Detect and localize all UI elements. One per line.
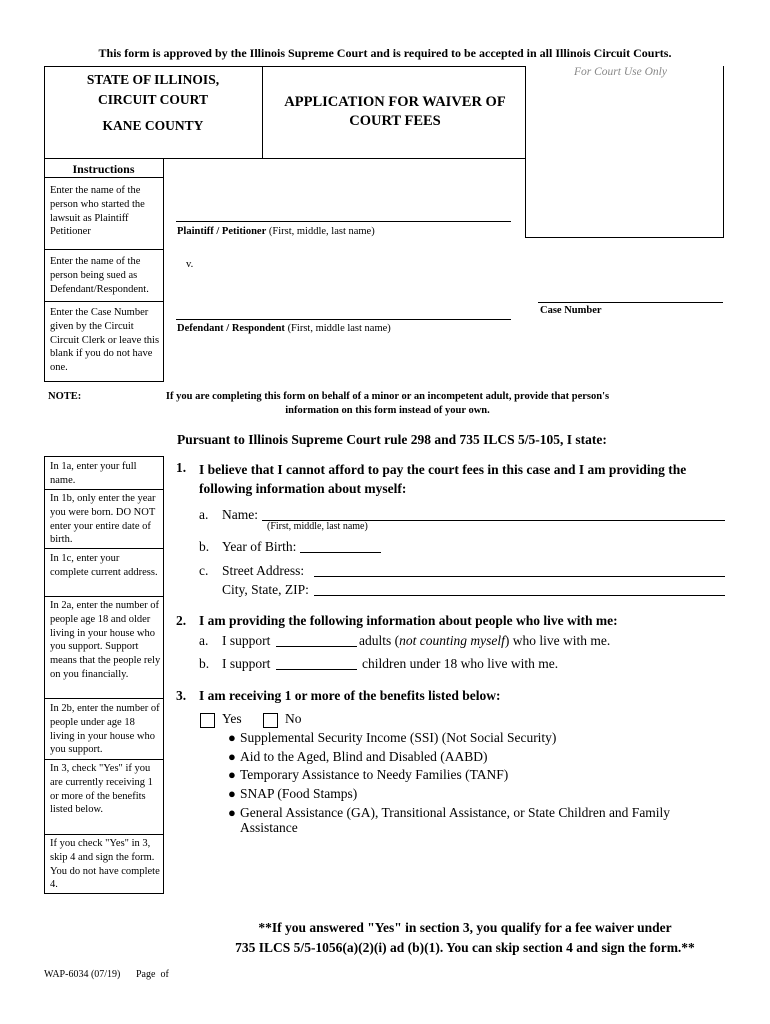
- defendant-caption: [177, 322, 391, 336]
- case-number-label: Case Number: [540, 305, 602, 316]
- instructions-heading: Instructions: [72, 162, 135, 176]
- instructions-bottom-border: [44, 381, 164, 382]
- instructions-rule-1: [44, 177, 164, 178]
- page-label: Page of: [136, 969, 169, 980]
- help-1c: In 1c, enter your complete current address.: [50, 553, 158, 578]
- street-address-field[interactable]: [314, 576, 725, 577]
- section2-text: I am providing the following information about people who live with me:: [199, 613, 618, 628]
- section1-text: I believe that I cannot afford to pay the court fees in this case and I am providing the following information about myself:: [199, 462, 687, 496]
- instruction-plaintiff: Enter the name of the person who started the lawsuit as Plaintiff Petitioner: [50, 185, 145, 238]
- note-label: NOTE:: [48, 391, 82, 402]
- court-use-right-border: [723, 66, 724, 238]
- help-rule-3: [44, 596, 164, 597]
- instructions-rule-3: [44, 301, 164, 302]
- instruction-case-number: Enter the Case Number given by the Circuit Circuit Clerk or leave this blank if you do not have one.: [50, 307, 160, 374]
- help-rule-4: [44, 698, 164, 699]
- help-2b: In 2b, enter the number of people under age 18 living in your house who you support.: [50, 703, 160, 756]
- name-hint: (First, middle, last name): [267, 521, 368, 532]
- court-use-label: For Court Use Only: [574, 66, 667, 78]
- court-use-left-border: [525, 158, 526, 238]
- header-top-border: [44, 66, 525, 67]
- benefit-tanf: Temporary Assistance to Needy Families (TANF): [240, 767, 509, 782]
- section1-number: 1.: [176, 460, 187, 475]
- case-number-line[interactable]: [538, 302, 723, 303]
- header-divider: [262, 66, 263, 158]
- instruction-defendant: Enter the name of the person being sued as Defendant/Respondent.: [50, 256, 149, 295]
- support-children-pre: I support: [222, 656, 271, 671]
- benefit-snap: SNAP (Food Stamps): [240, 786, 358, 801]
- form-title: APPLICATION FOR WAIVER OF COURT FEES: [284, 94, 506, 129]
- support-children-post: children under 18 who live with me.: [362, 656, 559, 671]
- support-adults-post-2: ) who live with me.: [504, 633, 611, 648]
- help-2a: In 2a, enter the number of people age 18 and older living in your house who you support. Support means that the people rely on you financially.: [50, 600, 161, 680]
- benefit-aabd: Aid to the Aged, Blind and Disabled (AABD): [240, 749, 488, 764]
- support-adults-post: [359, 633, 610, 649]
- bullet-icon: ●: [228, 730, 236, 745]
- section1-c-label: c.: [199, 563, 209, 578]
- support-adults-italic: not counting myself: [399, 633, 505, 648]
- plaintiff-caption: [177, 225, 375, 239]
- help-right-border: [163, 456, 164, 894]
- header-left-border: [44, 66, 45, 382]
- bullet-icon: ●: [228, 786, 236, 801]
- plaintiff-hint: (First, middle, last name): [268, 226, 375, 237]
- help-left-border: [44, 456, 45, 894]
- bullet-icon: ●: [228, 749, 236, 764]
- help-rule-1: [44, 489, 164, 490]
- city-state-zip-label: City, State, ZIP:: [222, 582, 309, 597]
- bullet-icon: ●: [228, 767, 236, 782]
- header-bottom-border: [44, 158, 526, 159]
- bullet-icon: ●: [228, 805, 236, 820]
- note-text: If you are completing this form on behalf of a minor or an incompetent adult, provide that person's information on this form instead of your own.: [165, 391, 610, 416]
- help-3-yes: If you check "Yes" in 3, skip 4 and sign the form. You do not have complete 4.: [50, 838, 160, 891]
- section2-b-label: b.: [199, 656, 210, 671]
- help-rule-5: [44, 759, 164, 760]
- plaintiff-label: Plaintiff / Petitioner: [177, 226, 267, 237]
- section2-a-label: a.: [199, 633, 209, 648]
- children-count-field[interactable]: [276, 669, 357, 670]
- instructions-right-border: [163, 158, 164, 382]
- pursuant-statement: Pursuant to Illinois Supreme Court rule 298 and 735 ILCS 5/5-105, I state:: [177, 432, 607, 447]
- help-3: In 3, check "Yes" if you are currently receiving 1 or more of the benefits listed below.: [50, 763, 153, 816]
- fee-waiver-note-2: 735 ILCS 5/5-1056(a)(2)(i) ad (b)(1). You can skip section 4 and sign the form.**: [235, 940, 695, 955]
- section3-text: I am receiving 1 or more of the benefits listed below:: [199, 688, 501, 703]
- defendant-name-line[interactable]: [176, 319, 511, 320]
- benefit-ga: General Assistance (GA), Transitional Assistance, or State Children and Family Assistance: [240, 805, 671, 835]
- yes-label: Yes: [222, 711, 242, 726]
- section1-a-label: a.: [199, 507, 209, 522]
- yes-checkbox[interactable]: [200, 713, 215, 728]
- no-label: No: [285, 711, 302, 726]
- instructions-rule-2: [44, 249, 164, 250]
- no-checkbox[interactable]: [263, 713, 278, 728]
- header-right-border: [525, 66, 526, 158]
- help-rule-2: [44, 548, 164, 549]
- benefit-ssi: Supplemental Security Income (SSI) (Not Social Security): [240, 730, 557, 745]
- approval-notice: This form is approved by the Illinois Supreme Court and is required to be accepted in all Illinois Circuit Courts.: [98, 46, 672, 60]
- section1-b-label: b.: [199, 539, 210, 554]
- versus: v.: [186, 259, 194, 270]
- help-rule-6: [44, 834, 164, 835]
- section3-number: 3.: [176, 688, 187, 703]
- defendant-label: Defendant / Respondent: [177, 323, 285, 334]
- birth-year-field[interactable]: [300, 552, 381, 553]
- state-name: STATE OF ILLINOIS,: [86, 72, 220, 87]
- help-bottom-border: [44, 893, 164, 894]
- defendant-hint: (First, middle last name): [287, 323, 391, 334]
- county-name: KANE COUNTY: [102, 118, 204, 133]
- adults-count-field[interactable]: [276, 646, 357, 647]
- plaintiff-name-line[interactable]: [176, 221, 511, 222]
- section2-number: 2.: [176, 613, 187, 628]
- form-id: WAP-6034 (07/19): [44, 969, 121, 980]
- city-state-zip-field[interactable]: [314, 595, 725, 596]
- support-adults-pre: I support: [222, 633, 271, 648]
- help-1b: In 1b, only enter the year you were born. DO NOT enter your entire date of birth.: [50, 493, 156, 546]
- help-1a: In 1a, enter your full name.: [50, 461, 137, 486]
- court-use-bottom-border: [525, 237, 724, 238]
- street-address-label: Street Address:: [222, 563, 305, 578]
- court-name: CIRCUIT COURT: [98, 92, 208, 107]
- fee-waiver-note-1: **If you answered "Yes" in section 3, you qualify for a fee waiver under: [258, 920, 672, 935]
- name-label: Name:: [222, 507, 258, 522]
- support-adults-post-1: adults (: [359, 633, 400, 648]
- help-top-border: [44, 456, 164, 457]
- birth-year-label: Year of Birth:: [222, 539, 297, 554]
